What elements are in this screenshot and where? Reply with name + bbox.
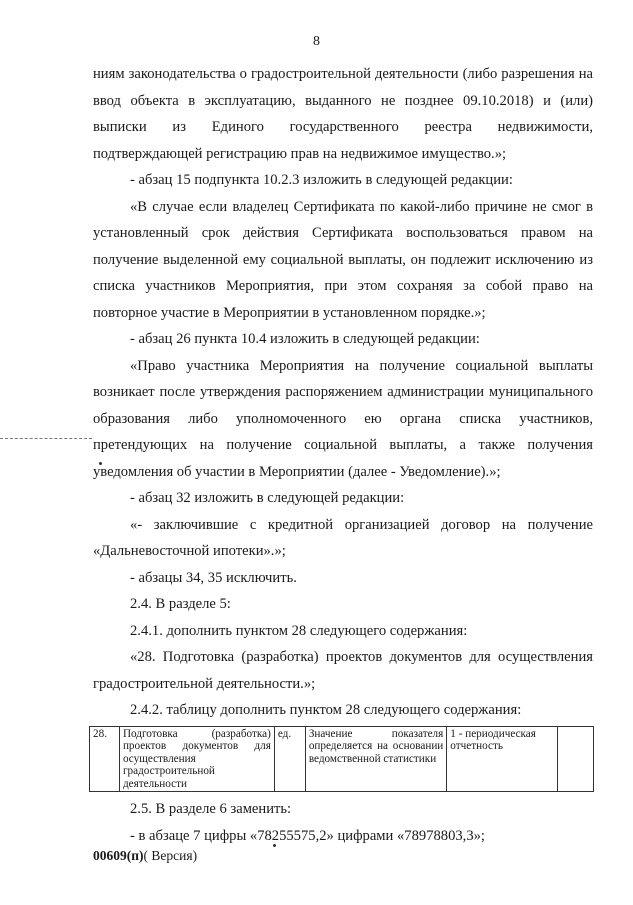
table-cell-name: Подготовка (разработка) проектов документов для осуществления градостроительной деятельности [119, 726, 274, 792]
table-cell-number: 28. [90, 726, 120, 792]
paragraph: - абзац 26 пункта 10.4 изложить в следующей редакции: [130, 331, 480, 347]
paragraph: - в абзаце 7 цифры «78255575,2» цифрами «78978803,3»; [130, 827, 485, 844]
document-code: 00609(п) [93, 848, 144, 863]
table-cell-value: Значение показателя определяется на основании ведомственной статистики [305, 726, 446, 792]
paragraph: - абзац 32 изложить в следующей редакции: [130, 490, 405, 506]
paragraph: 2.4.1. дополнить пунктом 28 следующего содержания: [130, 622, 468, 639]
table-cell-unit: ед. [274, 726, 305, 792]
paragraph: 2.4.2. таблицу дополнить пунктом 28 следующего содержания: [130, 702, 522, 718]
paragraph: «28. Подготовка (разработка) проектов документов для осуществления градостроительной деятельности.»; [93, 649, 593, 692]
paragraph: ниям законодательства о градостроительной деятельности (либо разрешения на ввод объекта в эксплуатацию, выданного не позднее 09.10.2018) и (или) выписки из Единого государственного реестра недвижимости, подтверждающей регистрацию прав на недвижимое имущество.»; [93, 66, 593, 162]
paragraph: - абзац 15 подпункта 10.2.3 изложить в следующей редакции: [130, 172, 513, 188]
page-number: 8 [313, 34, 320, 49]
paragraph: - абзацы 34, 35 исключить. [130, 569, 297, 586]
indicator-table [89, 726, 594, 793]
paragraph: «Право участника Мероприятия на получение социальной выплаты возникает после утверждения распоряжением администрации муниципального образования либо уполномоченного ею органа списка участников, претендующих на получение социальной выплаты, а также получения уведомления об участии в Мероприятии (далее - Уведомление).»; [93, 357, 593, 480]
margin-dash-line [0, 438, 92, 439]
document-footer [93, 848, 197, 864]
table-cell-periodicity: 1 - периодическая отчетность [447, 726, 558, 792]
document-body [93, 61, 593, 849]
paragraph: 2.4. В разделе 5: [130, 596, 231, 612]
document-version: ( Версия) [143, 848, 198, 863]
table-row [90, 726, 594, 792]
paragraph: 2.5. В разделе 6 заменить: [130, 801, 292, 817]
paragraph: «- заключившие с кредитной организацией договор на получение «Дальневосточной ипотеки».»; [93, 516, 593, 559]
paragraph: «В случае если владелец Сертификата по какой-либо причине не смог в установленный срок действия Сертификата воспользоваться правом на получение выделенной ему социальной выплаты, он подлежит исключению из списка участников Мероприятия, при этом сохраняя за собой право на повторное участие в Мероприятии в установленном порядке.»; [93, 198, 593, 321]
table-cell-extra [557, 726, 593, 792]
